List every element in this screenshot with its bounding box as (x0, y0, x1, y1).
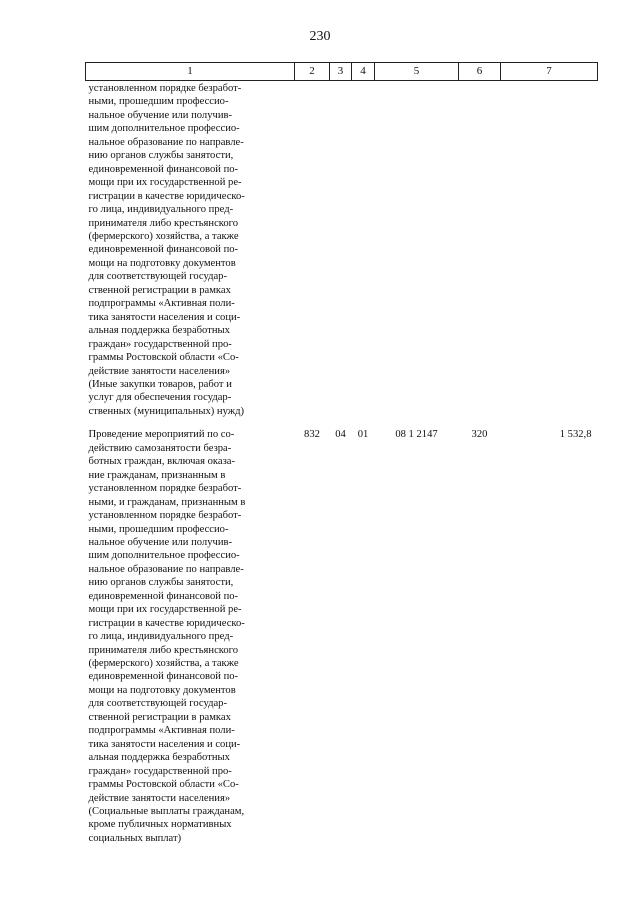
row-description: установленном порядке безработ- ными, прошедшим профессио- нальное обучение или получив- шим дополнительное профессио- нальное образование по направле- нию органов службы занятости, единовременной финансовой по- мощи при их государственной ре- гистрации в качестве юридическо- го лица, индивидуального пред- принимателя либо крестьянского (фермерского) хозяйства, а также единовременной финансовой по- мощи на подготовку документов для соответствующей государ- ственной регистрации в рамках подпрограммы «Активная поли- тика занятости населения и соци- альная поддержка безработных граждан» государственной про- граммы Ростовской области «Со- действие занятости населения» (Иные закупки товаров, работ и услуг для обеспечения государ- ственных (муниципальных) нужд) (88, 83, 245, 417)
cell-expense-type: 320 (471, 429, 488, 441)
column-header-1: 1 (86, 63, 295, 81)
cell-subsection (352, 81, 375, 427)
cell-ministry (295, 81, 330, 427)
budget-table (85, 62, 598, 845)
cell-section (330, 81, 352, 427)
column-header-4: 4 (352, 63, 375, 81)
cell-target-article: 08 1 2147 (395, 429, 438, 441)
column-header-2: 2 (295, 63, 330, 81)
cell-amount: 1 532,8 (559, 429, 592, 441)
row-description: Проведение мероприятий по со- действию самозанятости безра- ботных граждан, включая оказа- ние гражданам, признанным в установленном порядке безработ- ными, и гражданам, признанным в установленном порядке безработ- ными, прошедшим профессио- нальное обучение или получив- шим дополнительное профессио- нальное образование по направле- нию органов службы занятости, единовременной финансовой по- мощи при их государственной ре- гистрации в качестве юридическо- го лица, индивидуального пред- принимателя либо крестьянского (фермерского) хозяйства, а также единовременной финансовой по- мощи на подготовку документов для соответствующей государ- ственной регистрации в рамках подпрограммы «Активная поли- тика занятости населения и соци- альная поддержка безработных граждан» государственной про- граммы Ростовской области «Со- действие занятости населения» (Социальные выплаты гражданам, кроме публичных нормативных социальных выплат) (88, 429, 246, 844)
cell-amount (501, 81, 598, 427)
cell-target-article (375, 81, 459, 427)
column-header-5: 5 (375, 63, 459, 81)
column-header-7: 7 (501, 63, 598, 81)
table-row (86, 81, 598, 427)
table-header-row (86, 63, 598, 81)
cell-ministry: 832 (304, 429, 320, 441)
cell-subsection: 01 (357, 429, 369, 441)
cell-section: 04 (335, 429, 346, 441)
column-header-3: 3 (330, 63, 352, 81)
column-header-6: 6 (459, 63, 501, 81)
page-number: 230 (309, 29, 331, 44)
table-row (86, 426, 598, 845)
cell-expense-type (459, 81, 501, 427)
